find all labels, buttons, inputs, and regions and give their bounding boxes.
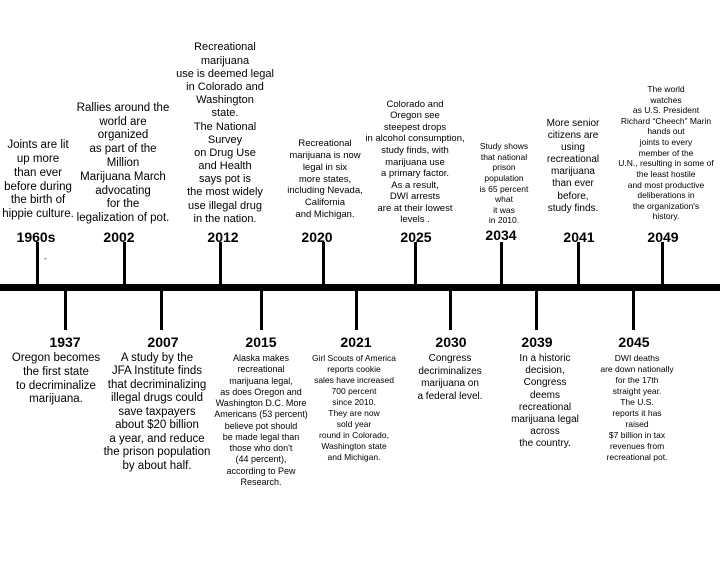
tick-2045: [632, 290, 635, 330]
event-text-line: recreational: [518, 401, 572, 413]
event-text-line: Recreational: [298, 137, 352, 149]
event-text-2049: [611, 84, 720, 222]
tick-2039: [535, 290, 538, 330]
year-label-1960s: 1960s: [16, 229, 56, 245]
event-text-line: hippie culture.: [2, 208, 74, 221]
event-text-line: state.: [211, 107, 239, 120]
tick-2012: [219, 242, 222, 286]
event-text-line: and Michigan.: [295, 209, 355, 221]
year-label-2030: 2030: [435, 334, 467, 350]
event-text-line: A study by the: [120, 352, 194, 364]
event-text-line: deliberations in: [637, 190, 695, 201]
tick-1937: [64, 290, 67, 330]
event-text-2025: [359, 99, 471, 226]
event-text-line: more states,: [298, 173, 352, 185]
event-text-line: recreational: [546, 154, 600, 166]
year-label-2002: 2002: [103, 229, 135, 245]
event-text-line: DWI arrests: [389, 191, 441, 203]
event-text-line: using: [561, 141, 585, 153]
event-text-line: Marijuana March: [80, 170, 166, 183]
event-text-line: Joints are lit: [7, 139, 69, 152]
event-text-line: marijuana on: [421, 378, 479, 389]
event-text-line: deems: [529, 389, 560, 401]
year-label-2015: 2015: [245, 334, 277, 350]
event-text-line: marijuana use: [385, 156, 445, 168]
year-label-2007: 2007: [147, 334, 179, 350]
event-text-line: that national: [480, 151, 528, 162]
event-text-line: on Drug Use: [194, 146, 256, 159]
event-text-2020: [280, 138, 370, 221]
event-text-line: and most productive: [627, 179, 705, 190]
event-text-line: round in Colorado,: [319, 430, 389, 441]
event-text-2021: [304, 353, 404, 463]
event-text-line: raised: [625, 419, 649, 430]
event-text-line: citizens are: [547, 129, 599, 141]
event-text-line: U.N., resulting in some of: [618, 158, 714, 169]
event-text-2039: [505, 353, 585, 451]
tick-2034: [500, 242, 503, 286]
year-label-2041: 2041: [563, 229, 595, 245]
event-text-line: those who don't: [229, 443, 293, 453]
event-text-line: and Health: [198, 160, 252, 173]
event-text-line: the least hostile: [636, 168, 696, 179]
year-label-2034: 2034: [485, 227, 517, 243]
event-text-line: history.: [652, 211, 680, 222]
year-label-2025: 2025: [400, 229, 432, 245]
event-text-line: about $20 billion: [115, 419, 199, 432]
event-text-line: Oregon becomes: [11, 352, 101, 364]
event-text-line: Congress: [428, 353, 472, 364]
event-text-line: a year, and reduce: [109, 432, 205, 445]
event-text-line: legalization of pot.: [76, 212, 170, 225]
event-text-line: up more: [16, 153, 60, 166]
year-label-2020: 2020: [301, 229, 333, 245]
event-text-line: marijuana: [551, 166, 595, 178]
event-text-2045: [592, 353, 682, 463]
event-text-line: and Michigan.: [327, 452, 381, 463]
tick-2041: [577, 242, 580, 286]
event-text-line: (44 percent),: [235, 454, 287, 465]
event-text-line: steepest drops: [383, 121, 447, 133]
tick-2020: [322, 242, 325, 286]
event-text-line: since 2010.: [332, 397, 376, 408]
event-text-line: the most widely: [187, 186, 263, 199]
event-text-line: as U.S. President: [632, 105, 700, 116]
event-text-line: a federal level.: [417, 390, 483, 402]
event-text-line: joints to every: [639, 137, 693, 147]
event-text-line: legal in six: [302, 161, 348, 173]
event-text-line: Survey: [207, 133, 243, 146]
event-text-line: across: [530, 426, 560, 438]
event-text-line: As a result,: [391, 179, 439, 191]
event-text-line: for the: [106, 198, 140, 211]
event-text-line: marijuana: [200, 54, 250, 67]
event-text-line: Congress: [523, 377, 567, 389]
event-text-line: hands out: [647, 126, 685, 137]
event-text-line: sold year: [336, 419, 372, 430]
event-text-line: JFA Institute finds: [111, 365, 203, 378]
event-text-line: use is deemed legal: [176, 67, 274, 80]
event-text-line: according to Pew: [226, 465, 296, 476]
year-label-2045: 2045: [618, 334, 650, 350]
event-text-line: in alcohol consumption,: [365, 133, 465, 145]
year-label-2049: 2049: [647, 229, 679, 245]
event-text-line: Washington: [196, 94, 254, 107]
event-text-line: Oregon see: [390, 110, 440, 122]
event-text-2034: [469, 141, 539, 226]
tick-2015: [260, 290, 263, 330]
event-text-line: In a historic: [519, 353, 571, 364]
event-text-line: in the nation.: [193, 212, 257, 225]
event-text-2030: [408, 353, 493, 403]
event-text-line: Washington D.C. More: [215, 398, 307, 408]
event-text-line: revenues from: [609, 441, 665, 452]
event-text-line: before,: [557, 190, 589, 202]
timeline-axis: [0, 284, 720, 291]
event-text-line: Recreational: [194, 41, 256, 54]
event-text-line: marijuana legal,: [229, 375, 293, 386]
event-text-line: that decriminalizing: [107, 378, 207, 391]
event-text-2012: [170, 41, 280, 226]
event-text-line: including Nevada,: [287, 185, 363, 197]
event-text-line: study finds.: [547, 202, 599, 214]
event-text-line: The National: [193, 120, 257, 133]
event-text-line: in 2010.: [488, 215, 520, 226]
event-text-line: world are: [99, 115, 147, 128]
event-text-line: prison: [492, 162, 516, 173]
event-text-line: Colorado and: [386, 98, 444, 110]
event-text-line: Washington state: [321, 441, 387, 452]
tick-2002: [123, 242, 126, 286]
event-text-line: before during: [4, 180, 72, 193]
event-text-line: Million: [106, 157, 140, 170]
event-text-line: marijuana is now: [289, 149, 361, 161]
event-text-line: 700 percent: [331, 386, 377, 397]
tick-1960s: [36, 242, 39, 286]
event-text-line: it was: [493, 204, 515, 215]
event-text-line: the organization's: [632, 200, 700, 211]
event-text-2007: [95, 352, 220, 473]
event-text-line: reports it has: [612, 408, 662, 419]
event-text-line: decriminalizes: [418, 365, 482, 377]
event-text-line: says pot is: [199, 173, 251, 186]
event-text-2002: [67, 102, 179, 226]
tick-2007: [160, 290, 163, 330]
event-text-line: than ever: [552, 178, 594, 190]
event-text-line: to decriminalize: [16, 379, 96, 392]
event-text-2015: [206, 353, 316, 488]
tick-2030: [449, 290, 452, 330]
event-text-line: are at their lowest: [377, 202, 453, 214]
event-text-line: watches: [650, 94, 682, 105]
event-text-line: Rallies around the: [76, 101, 170, 114]
tick-2025: [414, 242, 417, 286]
tick-2049: [661, 242, 664, 286]
event-text-line: by about half.: [122, 459, 192, 472]
event-text-line: Alaska makes: [232, 353, 290, 363]
event-text-line: Americans (53 percent): [214, 409, 308, 420]
event-text-line: straight year.: [612, 386, 662, 397]
event-text-line: recreational pot.: [606, 452, 668, 463]
event-text-line: are down nationally: [600, 364, 674, 375]
event-text-line: a primary factor.: [380, 168, 450, 180]
event-text-line: be made legal than: [222, 431, 300, 442]
event-text-line: The world: [647, 83, 685, 94]
event-text-line: believe pot should: [224, 420, 298, 431]
event-text-line: They are now: [328, 408, 380, 419]
event-text-line: levels .: [400, 214, 430, 226]
event-text-line: population: [484, 172, 524, 183]
event-text-line: in Colorado and: [186, 80, 264, 93]
event-text-line: study finds, with: [381, 144, 449, 156]
event-text-line: as part of the: [89, 143, 157, 156]
event-text-line: is 65 percent: [479, 183, 529, 194]
event-text-line: save taxpayers: [118, 405, 196, 418]
event-text-line: for the 17th: [615, 375, 659, 386]
event-text-line: advocating: [95, 184, 151, 197]
event-text-line: California: [304, 197, 346, 209]
year-label-2021: 2021: [340, 334, 372, 350]
event-text-line: More senior: [546, 117, 600, 129]
event-text-line: illegal drugs could: [110, 392, 204, 405]
event-text-line: decision,: [525, 365, 565, 377]
event-text-2041: [538, 118, 608, 216]
year-label-1937: 1937: [49, 334, 81, 350]
event-text-line: Study shows: [479, 141, 529, 151]
year-label-2012: 2012: [207, 229, 239, 245]
event-text-line: marijuana legal: [511, 413, 579, 425]
event-text-line: the country.: [519, 438, 571, 450]
event-text-line: the first state: [23, 365, 89, 378]
event-text-line: Research.: [240, 476, 282, 487]
event-text-line: the prison population: [103, 446, 211, 459]
event-text-line: $7 billion in tax: [608, 430, 666, 441]
event-text-line: Richard “Cheech” Marin: [620, 115, 712, 126]
event-text-line: marijuana.: [29, 393, 83, 406]
event-text-line: The U.S.: [620, 397, 654, 408]
event-text-line: use illegal drug: [188, 199, 262, 212]
event-text-line: sales have increased: [314, 375, 394, 386]
event-text-line: the birth of: [10, 194, 66, 207]
event-text-line: as does Oregon and: [220, 386, 302, 397]
event-text-line: member of the: [638, 147, 694, 158]
event-text-line: recreational: [237, 364, 285, 375]
event-text-line: organized: [97, 129, 149, 142]
tick-2021: [355, 290, 358, 330]
year-label-2039: 2039: [521, 334, 553, 350]
event-text-line: reports cookie: [327, 364, 381, 375]
stray-mark: -: [44, 254, 47, 263]
event-text-line: Girl Scouts of America: [311, 353, 397, 363]
event-text-line: DWI deaths: [614, 353, 660, 363]
event-text-line: what: [495, 194, 513, 205]
event-text-line: than ever: [14, 166, 62, 179]
